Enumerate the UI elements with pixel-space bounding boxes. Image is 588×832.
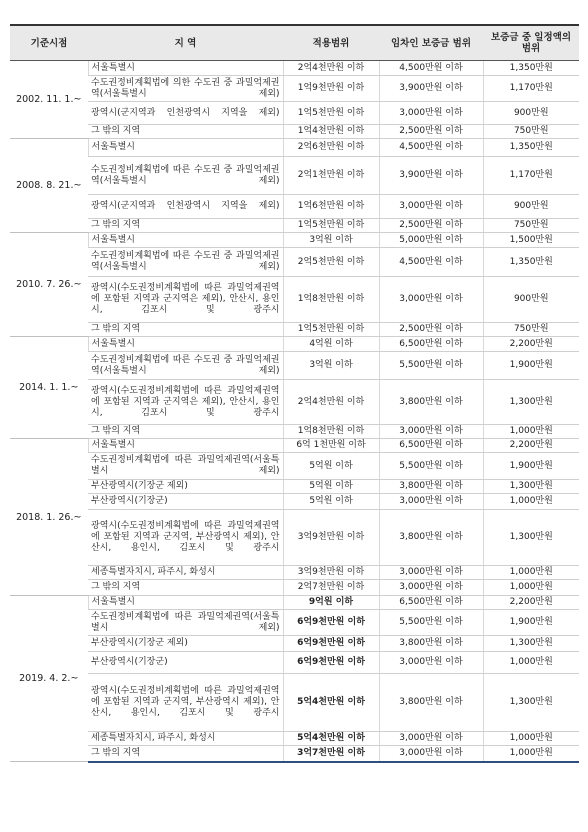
region-cell: 광역시(수도권정비계획법에 따른 과밀억제권역에 포함된 지역과 군지역은 제외), 안산시, 용인시, 김포시 및 광주시: [88, 380, 283, 425]
table-row: [10, 439, 579, 453]
deposit-range-cell: 5,500만원 이하: [379, 352, 483, 380]
table-row: [10, 248, 579, 277]
scope-cell: 3억9천만원 이하: [283, 566, 379, 580]
fixed-amount-cell: 750만원: [483, 219, 579, 233]
table-row: [10, 102, 579, 125]
fixed-amount-cell: 900만원: [483, 102, 579, 125]
scope-cell: 6억9천만원 이하: [283, 652, 379, 674]
fixed-amount-cell: 750만원: [483, 323, 579, 337]
scope-cell: 6억 1천만원 이하: [283, 439, 379, 453]
table-row: [10, 323, 579, 337]
table-row: [10, 636, 579, 652]
fixed-amount-cell: 750만원: [483, 125, 579, 139]
table-row: [10, 195, 579, 219]
table-row: [10, 652, 579, 674]
region-cell: 부산광역시(기장군): [88, 652, 283, 674]
fixed-amount-cell: 1,300만원: [483, 510, 579, 566]
table-row: [10, 277, 579, 323]
fixed-amount-cell: 1,300만원: [483, 674, 579, 732]
scope-cell: 2억7천만원 이하: [283, 580, 379, 596]
region-cell: 수도권정비계획법에 따른 수도권 중 과밀억제권역(서울특별시 제외): [88, 248, 283, 277]
region-cell: 광역시(군지역과 인천광역시 지역을 제외): [88, 102, 283, 125]
scope-cell: 1억6천만원 이하: [283, 195, 379, 219]
scope-cell: 1억5천만원 이하: [283, 219, 379, 233]
deposit-range-cell: 5,500만원 이하: [379, 610, 483, 636]
scope-cell: 6억9천만원 이하: [283, 610, 379, 636]
region-cell: 서울특별시: [88, 233, 283, 248]
fixed-amount-cell: 900만원: [483, 195, 579, 219]
table-row: [10, 566, 579, 580]
scope-cell: 2억4천만원 이하: [283, 380, 379, 425]
deposit-range-cell: 3,000만원 이하: [379, 102, 483, 125]
deposit-range-cell: 6,500만원 이하: [379, 596, 483, 610]
small-deposit-table: [10, 24, 579, 763]
deposit-range-cell: 4,500만원 이하: [379, 139, 483, 157]
fixed-amount-cell: 1,350만원: [483, 248, 579, 277]
fixed-amount-cell: 1,500만원: [483, 233, 579, 248]
header-row: [10, 25, 579, 61]
table-row: [10, 580, 579, 596]
scope-cell: 1억4천만원 이하: [283, 125, 379, 139]
region-cell: 그 밖의 지역: [88, 323, 283, 337]
fixed-amount-cell: 900만원: [483, 277, 579, 323]
fixed-amount-cell: 1,000만원: [483, 746, 579, 762]
deposit-range-cell: 3,000만원 이하: [379, 652, 483, 674]
region-cell: 서울특별시: [88, 337, 283, 352]
table-row: [10, 219, 579, 233]
fixed-amount-cell: 1,300만원: [483, 380, 579, 425]
header-region: 지 역: [88, 25, 283, 61]
fixed-amount-cell: 1,350만원: [483, 61, 579, 76]
region-cell: 수도권정비계획법에 따른 수도권 중 과밀억제권역(서울특별시 제외): [88, 352, 283, 380]
scope-cell: 2억6천만원 이하: [283, 139, 379, 157]
scope-cell: 3억7천만원 이하: [283, 746, 379, 762]
deposit-range-cell: 3,000만원 이하: [379, 425, 483, 439]
fixed-amount-cell: 1,170만원: [483, 76, 579, 102]
deposit-range-cell: 3,000만원 이하: [379, 494, 483, 510]
table-row: [10, 425, 579, 439]
region-cell: 그 밖의 지역: [88, 746, 283, 762]
table-row: [10, 674, 579, 732]
deposit-range-cell: 3,800만원 이하: [379, 480, 483, 494]
deposit-range-cell: 3,000만원 이하: [379, 195, 483, 219]
table-row: [10, 125, 579, 139]
region-cell: 서울특별시: [88, 61, 283, 76]
scope-cell: 3억9천만원 이하: [283, 510, 379, 566]
fixed-amount-cell: 1,000만원: [483, 425, 579, 439]
scope-cell: 6억9천만원 이하: [283, 636, 379, 652]
period-date: 2010. 7. 26.~: [10, 233, 88, 337]
scope-cell: 1억8천만원 이하: [283, 277, 379, 323]
deposit-range-cell: 3,800만원 이하: [379, 380, 483, 425]
table-row: [10, 139, 579, 157]
scope-cell: 1억8천만원 이하: [283, 425, 379, 439]
region-cell: 광역시(수도권정비계획법에 따른 과밀억제권역에 포함된 지역과 군지역, 부산광역시 제외), 안산시, 용인시, 김포시 및 광주시: [88, 510, 283, 566]
header-amount: 보증금 중 일정액의 범위: [483, 25, 579, 61]
scope-cell: 2억5천만원 이하: [283, 248, 379, 277]
region-cell: 부산광역시(기장군 제외): [88, 480, 283, 494]
fixed-amount-cell: 2,200만원: [483, 337, 579, 352]
table-row: [10, 746, 579, 762]
region-cell: 그 밖의 지역: [88, 580, 283, 596]
region-cell: 수도권정비계획법에 의한 수도권 중 과밀억제권역(서울특별시 제외): [88, 76, 283, 102]
table-row: [10, 596, 579, 610]
scope-cell: 9억원 이하: [283, 596, 379, 610]
period-date: 2002. 11. 1.~: [10, 61, 88, 139]
deposit-range-cell: 3,000만원 이하: [379, 566, 483, 580]
table-row: [10, 76, 579, 102]
fixed-amount-cell: 1,900만원: [483, 352, 579, 380]
period-date: 2008. 8. 21.~: [10, 139, 88, 233]
region-cell: 세종특별자치시, 파주시, 화성시: [88, 566, 283, 580]
region-cell: 그 밖의 지역: [88, 425, 283, 439]
scope-cell: 2억1천만원 이하: [283, 157, 379, 195]
deposit-range-cell: 2,500만원 이하: [379, 219, 483, 233]
deposit-range-cell: 3,800만원 이하: [379, 510, 483, 566]
fixed-amount-cell: 1,000만원: [483, 566, 579, 580]
scope-cell: 1억5천만원 이하: [283, 323, 379, 337]
fixed-amount-cell: 2,200만원: [483, 439, 579, 453]
fixed-amount-cell: 2,200만원: [483, 596, 579, 610]
scope-cell: 3억원 이하: [283, 233, 379, 248]
scope-cell: 5억4천만원 이하: [283, 674, 379, 732]
deposit-range-cell: 3,000만원 이하: [379, 732, 483, 746]
fixed-amount-cell: 1,170만원: [483, 157, 579, 195]
region-cell: 서울특별시: [88, 439, 283, 453]
header-date: 기준시점: [10, 25, 88, 61]
deposit-range-cell: 3,000만원 이하: [379, 277, 483, 323]
table-row: [10, 157, 579, 195]
deposit-range-cell: 3,000만원 이하: [379, 746, 483, 762]
region-cell: 서울특별시: [88, 139, 283, 157]
scope-cell: 5억원 이하: [283, 453, 379, 480]
scope-cell: 2억4천만원 이하: [283, 61, 379, 76]
table-row: [10, 732, 579, 746]
table-row: [10, 233, 579, 248]
region-cell: 부산광역시(기장군): [88, 494, 283, 510]
region-cell: 그 밖의 지역: [88, 219, 283, 233]
table-row: [10, 380, 579, 425]
table-row: [10, 453, 579, 480]
region-cell: 서울특별시: [88, 596, 283, 610]
fixed-amount-cell: 1,350만원: [483, 139, 579, 157]
deposit-range-cell: 3,800만원 이하: [379, 674, 483, 732]
fixed-amount-cell: 1,000만원: [483, 580, 579, 596]
region-cell: 수도권정비계획법에 따른 과밀억제권역(서울특별시 제외): [88, 453, 283, 480]
fixed-amount-cell: 1,000만원: [483, 652, 579, 674]
period-date: 2019. 4. 2.~: [10, 596, 88, 762]
scope-cell: 1억5천만원 이하: [283, 102, 379, 125]
table-row: [10, 510, 579, 566]
fixed-amount-cell: 1,000만원: [483, 494, 579, 510]
region-cell: 광역시(군지역과 인천광역시 지역을 제외): [88, 195, 283, 219]
fixed-amount-cell: 1,000만원: [483, 732, 579, 746]
region-cell: 세종특별자치시, 파주시, 화성시: [88, 732, 283, 746]
deposit-range-cell: 5,500만원 이하: [379, 453, 483, 480]
fixed-amount-cell: 1,300만원: [483, 480, 579, 494]
scope-cell: 5억원 이하: [283, 480, 379, 494]
scope-cell: 1억9천만원 이하: [283, 76, 379, 102]
deposit-range-cell: 5,000만원 이하: [379, 233, 483, 248]
deposit-range-cell: 3,800만원 이하: [379, 636, 483, 652]
region-cell: 수도권정비계획법에 따른 수도권 중 과밀억제권역(서울특별시 제외): [88, 157, 283, 195]
deposit-range-cell: 6,500만원 이하: [379, 439, 483, 453]
table-row: [10, 480, 579, 494]
fixed-amount-cell: 1,300만원: [483, 636, 579, 652]
scope-cell: 4억원 이하: [283, 337, 379, 352]
scope-cell: 5억원 이하: [283, 494, 379, 510]
deposit-range-cell: 2,500만원 이하: [379, 125, 483, 139]
table-row: [10, 610, 579, 636]
scope-cell: 3억원 이하: [283, 352, 379, 380]
table-row: [10, 494, 579, 510]
deposit-range-cell: 3,900만원 이하: [379, 76, 483, 102]
deposit-range-cell: 2,500만원 이하: [379, 323, 483, 337]
deposit-range-cell: 3,900만원 이하: [379, 157, 483, 195]
scope-cell: 5억4천만원 이하: [283, 732, 379, 746]
deposit-table-container: [10, 24, 579, 763]
table-row: [10, 61, 579, 76]
header-deposit: 임차인 보증금 범위: [379, 25, 483, 61]
deposit-range-cell: 4,500만원 이하: [379, 61, 483, 76]
table-row: [10, 337, 579, 352]
deposit-range-cell: 6,500만원 이하: [379, 337, 483, 352]
deposit-range-cell: 4,500만원 이하: [379, 248, 483, 277]
region-cell: 부산광역시(기장군 제외): [88, 636, 283, 652]
fixed-amount-cell: 1,900만원: [483, 453, 579, 480]
fixed-amount-cell: 1,900만원: [483, 610, 579, 636]
table-row: [10, 352, 579, 380]
region-cell: 광역시(수도권정비계획법에 따른 과밀억제권역에 포함된 지역과 군지역은 제외), 안산시, 용인시, 김포시 및 광주시: [88, 277, 283, 323]
table-body: [10, 61, 579, 762]
period-date: 2018. 1. 26.~: [10, 439, 88, 596]
header-scope: 적용범위: [283, 25, 379, 61]
deposit-range-cell: 3,000만원 이하: [379, 580, 483, 596]
region-cell: 광역시(수도권정비계획법에 따른 과밀억제권역에 포함된 지역과 군지역, 부산광역시 제외), 안산시, 용인시, 김포시 및 광주시: [88, 674, 283, 732]
period-date: 2014. 1. 1.~: [10, 337, 88, 439]
region-cell: 수도권정비계획법에 따른 과밀억제권역(서울특별시 제외): [88, 610, 283, 636]
region-cell: 그 밖의 지역: [88, 125, 283, 139]
